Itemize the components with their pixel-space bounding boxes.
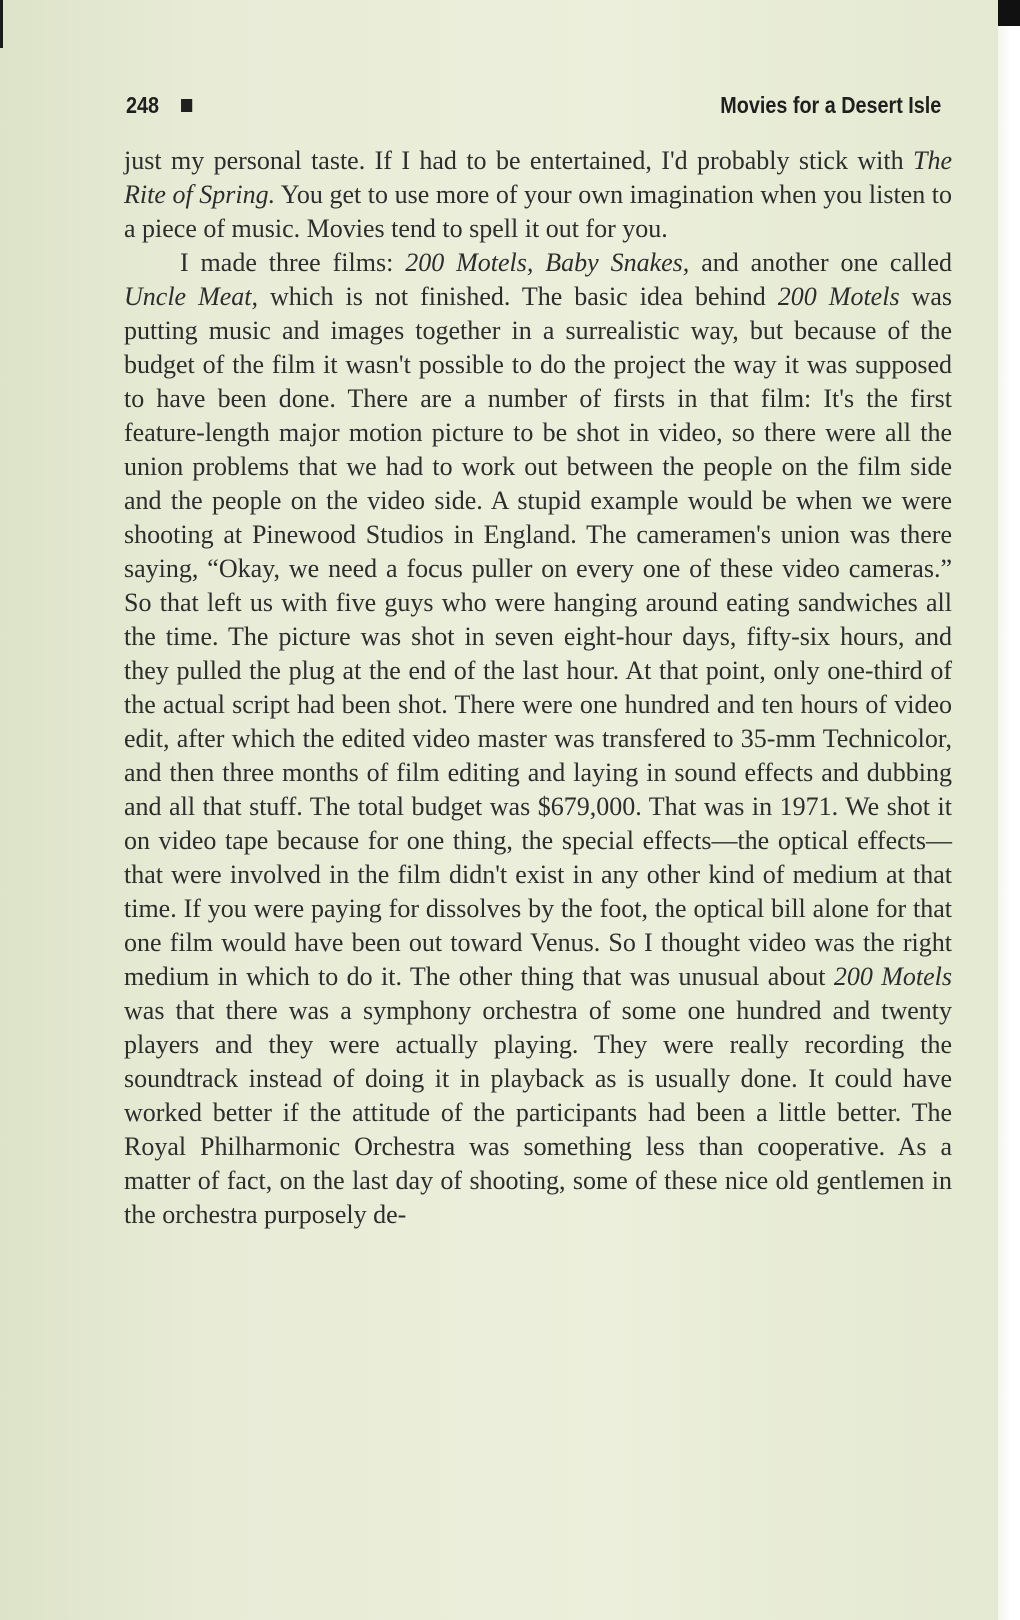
paragraph-2 — [124, 246, 952, 1232]
paragraph-2-title-1: 200 Motels, Baby Snakes, — [405, 248, 690, 277]
paragraph-2-text-3: which is not finished. The basic idea behind — [258, 282, 778, 311]
paragraph-1 — [124, 144, 952, 246]
paragraph-1-text-2: You get to use more of your own imagination when you listen to a piece of music. Movies tend to spell it out for you. — [124, 180, 953, 243]
paragraph-2-title-3: 200 Motels — [777, 282, 900, 311]
running-head — [126, 90, 941, 120]
running-head-title: Movies for a Desert Isle — [720, 91, 942, 118]
paragraph-2-text-2: and another one called — [689, 248, 953, 277]
page-number: 248 — [126, 91, 160, 118]
folio — [126, 92, 193, 119]
paragraph-2-title-4: 200 Motels — [833, 962, 952, 991]
folio-square-ornament — [181, 99, 192, 112]
scan-right-margin — [998, 0, 1020, 1620]
paragraph-2-text-4: was putting music and images together in a surrealistic way, but because of the budget of the film it wasn't possible to do the project the way it was supposed to have been done. There are a number of firsts in that film: It's the first feature-length major motion picture to be shot in video, so there were all the union problems that we had to work out between the people on the film side and the people on the video side. A stupid example would be when we were shooting at Pinewood Studios in England. The cameramen's union was there saying, “Okay, we need a focus puller on every one of these video cameras.” So that left us with five guys who were hanging around eating sandwiches all the time. The picture was shot in seven eight-hour days, fifty-six hours, and they pulled the plug at the end of the last hour. At that point, only one-third of the actual script had been shot. There were one hundred and ten hours of video edit, after which the edited video master was transfered to 35-mm Technicolor, and then three months of film editing and laying in sound effects and dubbing and all that stuff. The total budget was $679,000. That was in 1971. We shot it on video tape because for one thing, the special effects—the optical effects—that were involved in the film didn't exist in any other kind of medium at that time. If you were paying for dissolves by the foot, the optical bill alone for that one film would have been out toward Venus. So I thought video was the right medium in which to do it. The other thing that was unusual about — [124, 282, 952, 991]
paragraph-2-title-2: Uncle Meat, — [124, 282, 258, 311]
scan-edge-mark — [0, 0, 3, 48]
paragraph-1-text-1: just my personal taste. If I had to be entertained, I'd probably stick with — [124, 146, 913, 175]
paragraph-2-text-5: was that there was a symphony orchestra of some one hundred and twenty players and they were actually playing. They were really recording the soundtrack instead of doing it in playback as is usually done. It could have worked better if the attitude of the participants had been a little better. The Royal Philharmonic Orchestra was something less than cooperative. As a matter of fact, on the last day of shooting, some of these nice old gentlemen in the orchestra purposely de- — [124, 996, 952, 1229]
paragraph-1-title-1: The Rite of Spring. — [124, 146, 952, 209]
body-text — [124, 144, 952, 1232]
paragraph-2-text-1: I made three films: — [180, 248, 406, 277]
scan-corner-mark — [998, 0, 1020, 26]
